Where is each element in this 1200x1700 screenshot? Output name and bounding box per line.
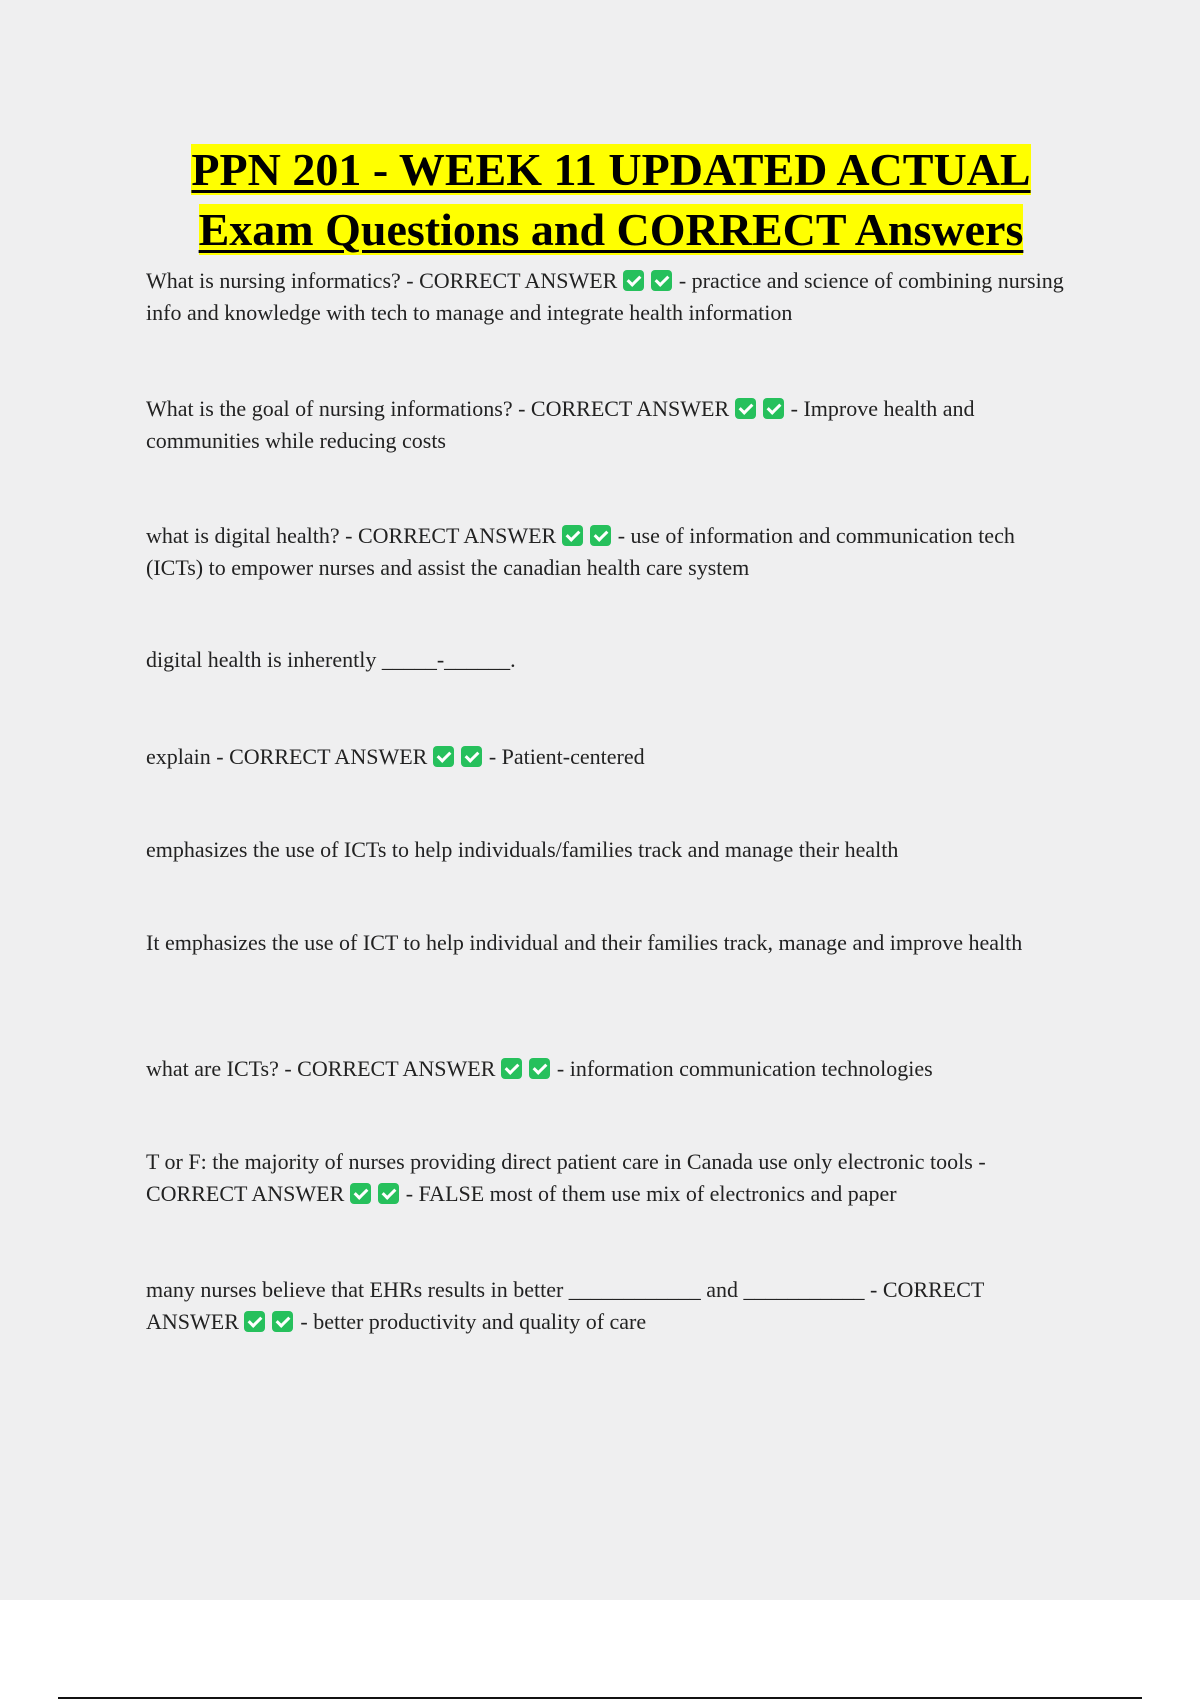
check-mark-icon	[461, 746, 482, 767]
qa-item-10	[146, 1274, 1076, 1338]
document-content	[146, 140, 1076, 1334]
qa-item-7	[146, 927, 1076, 959]
check-mark-icon	[651, 270, 672, 291]
qa-item-5	[146, 741, 1076, 773]
qa-item-2	[146, 393, 1076, 457]
question-text: What is the goal of nursing informations? - CORRECT ANSWER	[146, 396, 730, 421]
answer-text: - practice and science of combining nursing info and knowledge with tech to manage and integrate health information	[146, 268, 1064, 325]
question-text: what is digital health? - CORRECT ANSWER	[146, 523, 557, 548]
answer-text: - Improve health and communities while reducing costs	[146, 396, 975, 453]
check-mark-icon	[623, 270, 644, 291]
answer-text: - information communication technologies	[556, 1056, 933, 1081]
check-mark-icon	[529, 1058, 550, 1079]
statement-text: It emphasizes the use of ICT to help individual and their families track, manage and improve health	[146, 930, 1023, 955]
statement-text: digital health is inherently _____-______.	[146, 647, 516, 672]
answer-text: - better productivity and quality of care	[300, 1309, 647, 1334]
check-mark-icon	[590, 525, 611, 546]
qa-item-3	[146, 520, 1076, 584]
page-divider	[58, 1697, 1142, 1699]
check-mark-icon	[433, 746, 454, 767]
answer-text: - FALSE most of them use mix of electronics and paper	[405, 1181, 897, 1206]
answer-text: - use of information and communication tech (ICTs) to empower nurses and assist the canadian health care system	[146, 523, 1015, 580]
check-mark-icon	[735, 398, 756, 419]
qa-item-4	[146, 644, 1076, 676]
check-mark-icon	[378, 1183, 399, 1204]
statement-text: emphasizes the use of ICTs to help individuals/families track and manage their health	[146, 837, 899, 862]
document-title-text: PPN 201 - WEEK 11 UPDATED ACTUAL Exam Questions and CORRECT Answers	[191, 144, 1031, 255]
qa-item-9	[146, 1146, 1076, 1210]
question-text: what are ICTs? - CORRECT ANSWER	[146, 1056, 496, 1081]
check-mark-icon	[562, 525, 583, 546]
question-text: T or F: the majority of nurses providing direct patient care in Canada use only electronic tools - CORRECT ANSWER	[146, 1149, 986, 1206]
qa-item-1	[146, 265, 1076, 329]
answer-text: - Patient-centered	[488, 744, 645, 769]
question-text: What is nursing informatics? - CORRECT ANSWER	[146, 268, 618, 293]
qa-item-8	[146, 1053, 1076, 1085]
check-mark-icon	[350, 1183, 371, 1204]
qa-item-6	[146, 834, 1076, 866]
question-text: explain - CORRECT ANSWER	[146, 744, 428, 769]
check-mark-icon	[501, 1058, 522, 1079]
check-mark-icon	[244, 1311, 265, 1332]
check-mark-icon	[272, 1311, 293, 1332]
document-title	[146, 140, 1076, 260]
question-text: many nurses believe that EHRs results in better ____________ and ___________ - CORRECT ANSWER	[146, 1277, 984, 1334]
check-mark-icon	[763, 398, 784, 419]
